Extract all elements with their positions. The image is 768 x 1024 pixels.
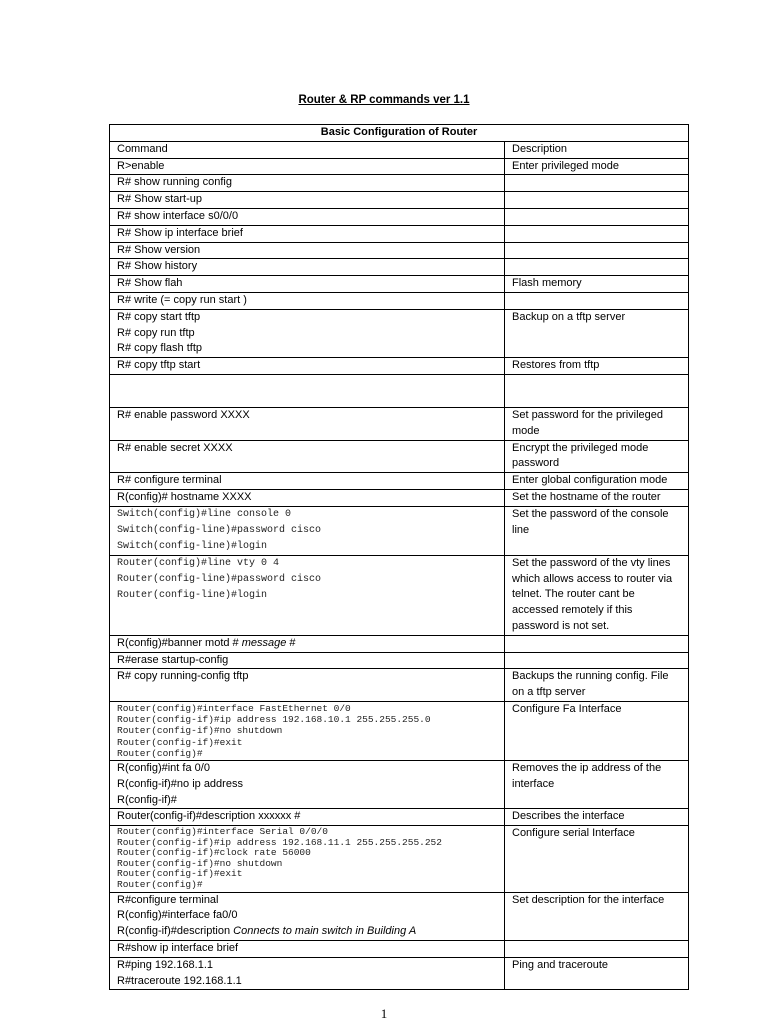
- table-row: [110, 259, 689, 276]
- table-caption: Basic Configuration of Router: [110, 125, 689, 142]
- header-description: Description: [505, 141, 689, 158]
- description-cell: Ping and traceroute: [505, 957, 689, 990]
- table-row: [110, 208, 689, 225]
- command-text: R(config)#int fa 0/0: [117, 761, 210, 774]
- description-cell: [505, 242, 689, 259]
- table-row: [110, 809, 689, 826]
- command-cell: [110, 358, 505, 375]
- description-cell: [505, 635, 689, 652]
- command-text: R# Show ip interface brief: [117, 226, 243, 239]
- table-row: [110, 292, 689, 309]
- header-command: Command: [110, 141, 505, 158]
- command-cell: [110, 374, 505, 407]
- description-cell: Set password for the privileged mode: [505, 407, 689, 440]
- command-text: R# write (= copy run start ): [117, 293, 247, 306]
- description-cell: [505, 259, 689, 276]
- command-cell: [110, 809, 505, 826]
- description-cell: [505, 374, 689, 407]
- description-cell: [505, 652, 689, 669]
- command-cell: [110, 292, 505, 309]
- command-text: R#show ip interface brief: [117, 942, 239, 955]
- command-text: R(config-if)#: [117, 793, 177, 806]
- command-cell: [110, 760, 505, 808]
- description-cell: Flash memory: [505, 276, 689, 293]
- description-cell: Enter privileged mode: [505, 158, 689, 175]
- command-text: R#ping 192.168.1.1: [117, 958, 214, 971]
- command-cell: [110, 309, 505, 357]
- command-cell: [110, 941, 505, 958]
- code-line: Router(config)#line vty 0 4: [117, 557, 280, 569]
- command-cell: [110, 473, 505, 490]
- command-cell: [110, 242, 505, 259]
- table-row: [110, 760, 689, 808]
- code-line: Router(config-if)#exit: [117, 868, 243, 880]
- description-cell: Set the password of the vty lines which allows access to router via telnet. The router cant be accessed remotely if this password is not set.: [505, 555, 689, 635]
- description-cell: Set description for the interface: [505, 892, 689, 940]
- command-cell: [110, 175, 505, 192]
- description-cell: Removes the ip address of the interface: [505, 760, 689, 808]
- page-number: 1: [380, 1006, 388, 1021]
- command-cell: [110, 635, 505, 652]
- description-cell: Encrypt the privileged mode password: [505, 440, 689, 473]
- code-line: Router(config)#: [117, 747, 203, 759]
- command-cell: [110, 489, 505, 506]
- description-cell: [505, 175, 689, 192]
- code-line: Switch(config-line)#login: [117, 540, 268, 552]
- code-line: Switch(config)#line console 0: [117, 508, 292, 520]
- description-cell: Configure Fa Interface: [505, 701, 689, 760]
- table-row: [110, 652, 689, 669]
- table-row: [110, 701, 689, 760]
- command-cell: [110, 158, 505, 175]
- code-line: Router(config-line)#login: [117, 589, 268, 601]
- code-line: Router(config-if)#no shutdown: [117, 857, 283, 869]
- document-title: Router & RP commands ver 1.1: [298, 94, 470, 106]
- code-cell: [110, 506, 505, 555]
- code-line: Router(config-line)#password cisco: [117, 573, 322, 585]
- table-row: [110, 957, 689, 990]
- description-cell: Restores from tftp: [505, 358, 689, 375]
- command-placeholder: message: [241, 636, 287, 649]
- command-text: R>enable: [117, 159, 165, 172]
- command-text: R#configure terminal: [117, 893, 219, 906]
- command-cell: [110, 652, 505, 669]
- code-cell: [110, 826, 505, 893]
- table-row: [110, 555, 689, 635]
- command-text: R# copy start tftp: [117, 310, 201, 323]
- command-text: R# Show history: [117, 260, 198, 273]
- command-cell: [110, 892, 505, 940]
- description-cell: Configure serial Interface: [505, 826, 689, 893]
- command-text: R# configure terminal: [117, 474, 222, 487]
- code-line: Router(config-if)#ip address 192.168.10.1 255.255.255.0: [117, 714, 431, 726]
- command-cell: [110, 192, 505, 209]
- command-text: R# enable secret XXXX: [117, 441, 233, 454]
- code-line: Router(config)#interface FastEthernet 0/0: [117, 702, 351, 714]
- description-cell: [505, 941, 689, 958]
- table-row: [110, 225, 689, 242]
- table-row: [110, 276, 689, 293]
- command-cell: [110, 407, 505, 440]
- description-cell: [505, 208, 689, 225]
- table-row: [110, 175, 689, 192]
- code-line: Router(config-if)#ip address 192.168.11.1 255.255.255.252: [117, 836, 442, 848]
- command-text: R(config)#banner motd #: [117, 636, 242, 649]
- code-line: Router(config-if)#clock rate 56000: [117, 847, 311, 859]
- command-description-text: Connects to main switch in Building A: [233, 925, 417, 938]
- description-cell: Enter global configuration mode: [505, 473, 689, 490]
- command-text: R#erase startup-config: [117, 653, 229, 666]
- description-cell: [505, 225, 689, 242]
- table-row: [110, 489, 689, 506]
- code-line: Router(config)#: [117, 879, 203, 891]
- command-text: R# Show start-up: [117, 193, 202, 206]
- command-text: R# copy running-config tftp: [117, 670, 249, 683]
- code-line: Router(config-if)#no shutdown: [117, 725, 283, 737]
- table-row: [110, 242, 689, 259]
- description-cell: Backups the running config. File on a tftp server: [505, 669, 689, 702]
- command-cell: [110, 208, 505, 225]
- table-row: [110, 407, 689, 440]
- command-cell: [110, 669, 505, 702]
- table-row: [110, 892, 689, 940]
- command-text: R(config-if)#description: [117, 925, 234, 938]
- description-cell: Set the password of the console line: [505, 506, 689, 555]
- table-row: [110, 941, 689, 958]
- command-text: R(config-if)#no ip address: [117, 777, 243, 790]
- table-row: [110, 506, 689, 555]
- command-cell: [110, 440, 505, 473]
- table-row: [110, 669, 689, 702]
- table-row: [110, 309, 689, 357]
- description-cell: [505, 192, 689, 209]
- command-text: R# copy run tftp: [117, 326, 195, 339]
- table-row: [110, 374, 689, 407]
- code-cell: [110, 555, 505, 635]
- code-line: Router(config)#interface Serial 0/0/0: [117, 826, 328, 838]
- command-text: R# show running config: [117, 176, 232, 189]
- description-cell: Set the hostname of the router: [505, 489, 689, 506]
- code-line: Switch(config-line)#password cisco: [117, 524, 322, 536]
- command-text: R(config)# hostname XXXX: [117, 490, 252, 503]
- command-text: R# Show version: [117, 243, 201, 256]
- table-row: [110, 358, 689, 375]
- table-row: [110, 473, 689, 490]
- description-cell: Backup on a tftp server: [505, 309, 689, 357]
- table-row: [110, 440, 689, 473]
- description-cell: [505, 292, 689, 309]
- command-cell: [110, 225, 505, 242]
- command-text: R# copy tftp start: [117, 359, 201, 372]
- table-row: [110, 635, 689, 652]
- command-cell: [110, 957, 505, 990]
- table-caption-row: [110, 125, 689, 142]
- command-text: #: [286, 636, 296, 649]
- description-cell: Describes the interface: [505, 809, 689, 826]
- command-table: [109, 124, 689, 990]
- table-header-row: [110, 141, 689, 158]
- command-cell: [110, 276, 505, 293]
- table-row: [110, 158, 689, 175]
- table-row: [110, 192, 689, 209]
- command-text: R# show interface s0/0/0: [117, 209, 239, 222]
- command-text: R#traceroute 192.168.1.1: [117, 974, 242, 987]
- command-text: R(config)#interface fa0/0: [117, 909, 238, 922]
- command-text: Router(config-if)#description xxxxxx #: [117, 810, 301, 823]
- code-line: Router(config-if)#exit: [117, 736, 243, 748]
- command-text: R# Show flah: [117, 277, 183, 290]
- command-text: R# enable password XXXX: [117, 408, 250, 421]
- command-cell: [110, 259, 505, 276]
- command-text: R# copy flash tftp: [117, 342, 202, 355]
- code-cell: [110, 701, 505, 760]
- table-row: [110, 826, 689, 893]
